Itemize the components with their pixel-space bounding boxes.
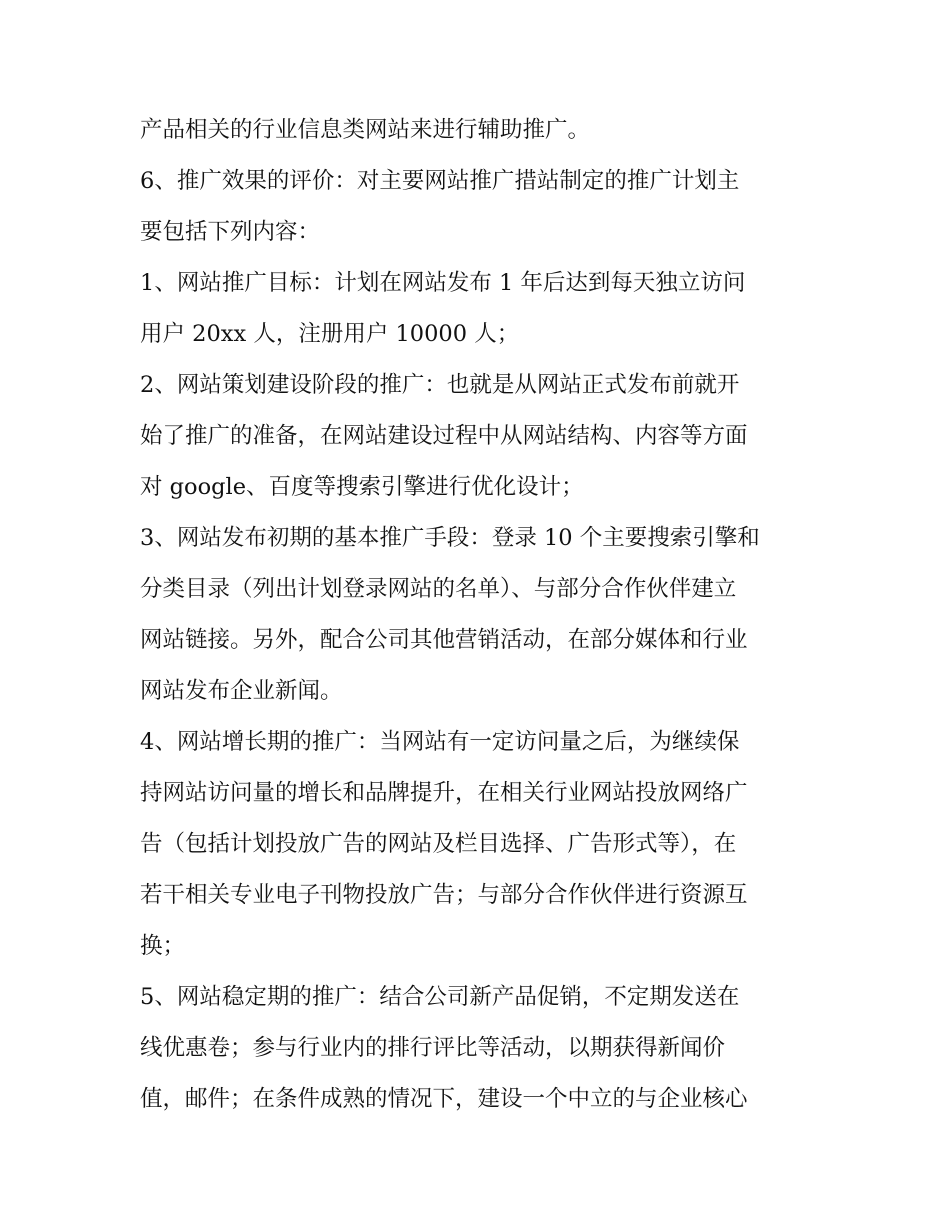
text-line: 产品相关的行业信息类网站来进行辅助推广。 — [140, 117, 591, 143]
text-line: 对 google、百度等搜索引擎进行优化设计； — [140, 474, 584, 500]
text-line: 若干相关专业电子刊物投放广告；与部分合作伙伴进行资源互 — [140, 882, 748, 908]
text-line: 持网站访问量的增长和品牌提升，在相关行业网站投放网络广 — [140, 780, 748, 806]
text-line: 始了推广的准备，在网站建设过程中从网站结构、内容等方面 — [140, 423, 748, 449]
text-line: 换； — [140, 933, 186, 959]
text-line: 用户 20xx 人，注册用户 10000 人； — [140, 321, 520, 347]
text-line: 1、网站推广目标：计划在网站发布 1 年后达到每天独立访问 — [140, 270, 746, 296]
text-line: 线优惠卷；参与行业内的排行评比等活动，以期获得新闻价 — [140, 1035, 726, 1061]
text-line: 3、网站发布初期的基本推广手段：登录 10 个主要搜索引擎和 — [140, 525, 760, 551]
text-line: 网站发布企业新闻。 — [140, 678, 343, 704]
text-line: 5、网站稳定期的推广：结合公司新产品促销，不定期发送在 — [140, 984, 740, 1010]
text-line: 分类目录（列出计划登录网站的名单）、与部分合作伙伴建立 — [140, 576, 737, 602]
text-line: 告（包括计划投放广告的网站及栏目选择、广告形式等），在 — [140, 831, 737, 857]
text-line: 要包括下列内容： — [140, 219, 321, 245]
text-line: 值，邮件；在条件成熟的情况下，建设一个中立的与企业核心 — [140, 1086, 748, 1112]
document-body — [140, 105, 820, 1125]
text-line: 2、网站策划建设阶段的推广：也就是从网站正式发布前就开 — [140, 372, 740, 398]
text-line: 4、网站增长期的推广：当网站有一定访问量之后，为继续保 — [140, 729, 740, 755]
text-line: 6、推广效果的评价：对主要网站推广措站制定的推广计划主 — [140, 168, 740, 194]
text-line: 网站链接。另外，配合公司其他营销活动，在部分媒体和行业 — [140, 627, 748, 653]
